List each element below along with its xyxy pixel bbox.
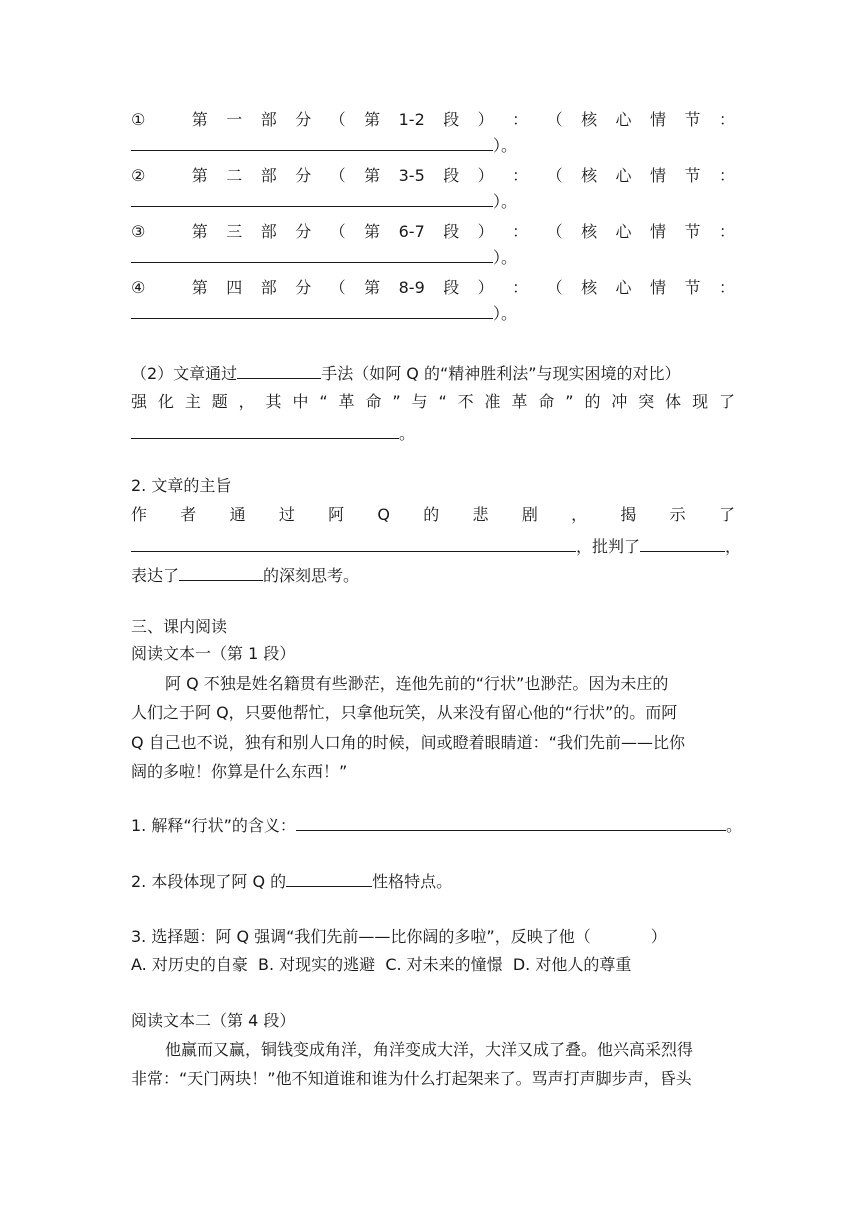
question-word: 突 — [638, 392, 655, 411]
question-word: ” — [392, 392, 401, 411]
part-line — [131, 166, 735, 186]
part-word: 分 — [295, 278, 312, 297]
part-word: ： — [512, 222, 529, 241]
part-word: 核 — [581, 278, 598, 297]
question-word: 不 — [457, 392, 474, 411]
part-word: 情 — [650, 222, 667, 241]
part-word: 分 — [295, 222, 312, 241]
question-word: 革 — [511, 392, 528, 411]
question-word: 革 — [338, 392, 355, 411]
passage1-line: 阿 Q 不独是姓名籍贯有些渺茫，连他先前的“行状”也渺茫。因为未庄的 — [165, 674, 669, 693]
theme-word: Q — [377, 505, 390, 524]
part-word: 第 — [191, 222, 208, 241]
part-line — [131, 278, 735, 298]
part-word: （ — [546, 166, 563, 185]
answer-blank[interactable] — [640, 535, 725, 552]
part-word: 情 — [650, 166, 667, 185]
theme-word: ， — [571, 505, 588, 524]
question-word: 命 — [365, 392, 382, 411]
part-answer-line — [131, 302, 735, 324]
part-marker: ① — [131, 110, 146, 129]
part-word: 第 — [364, 278, 381, 297]
part-word: 分 — [295, 166, 312, 185]
part-word: 节 — [684, 278, 701, 297]
question-word: 与 — [411, 392, 428, 411]
part-word: 8-9 — [398, 278, 425, 297]
part-word: 节 — [684, 110, 701, 129]
part-word: ： — [718, 222, 735, 241]
theme-line1 — [131, 505, 735, 525]
part-word: 心 — [615, 110, 632, 129]
part-word: 一 — [226, 110, 243, 129]
part-word: 1-2 — [398, 110, 425, 129]
part-answer-line — [131, 190, 735, 212]
question-word: 中 — [292, 392, 309, 411]
part-marker: ④ — [131, 278, 146, 297]
part-word: 段 — [443, 222, 460, 241]
part-word: 分 — [295, 110, 312, 129]
part-word: 部 — [260, 166, 277, 185]
theme-word: 通 — [229, 505, 246, 524]
part-word: 第 — [364, 222, 381, 241]
part-word: 心 — [615, 166, 632, 185]
part-word: 核 — [581, 166, 598, 185]
part-tail: ）。 — [493, 304, 518, 323]
question-word: 主 — [184, 392, 201, 411]
part-word: 核 — [581, 222, 598, 241]
theme-word: 的 — [423, 505, 440, 524]
section-heading: 三、课内阅读 — [131, 617, 228, 636]
part-word: 核 — [581, 110, 598, 129]
answer-blank[interactable] — [131, 190, 493, 207]
answer-blank[interactable] — [237, 362, 321, 379]
technique-question-line3: 。 — [131, 422, 735, 444]
question-word: “ — [319, 392, 328, 411]
part-word: ： — [718, 278, 735, 297]
answer-blank[interactable] — [296, 814, 726, 831]
theme-word: 者 — [180, 505, 197, 524]
part-word: ） — [477, 222, 494, 241]
answer-blank[interactable] — [131, 422, 399, 439]
part-word: （ — [546, 222, 563, 241]
part-word: 段 — [443, 166, 460, 185]
theme-word: 示 — [669, 505, 686, 524]
part-word: （ — [329, 166, 346, 185]
part-word: 心 — [615, 222, 632, 241]
passage1-line: 人们之于阿 Q，只要他帮忙，只拿他玩笑，从来没有留心他的“行状”的。而阿 — [131, 703, 678, 722]
part-marker: ② — [131, 166, 146, 185]
answer-blank[interactable] — [131, 246, 493, 263]
part-word: 四 — [226, 278, 243, 297]
theme-line3: 表达了 的深刻思考。 — [131, 566, 360, 585]
technique-question-line1: （2）文章通过 手法（如阿 Q 的“精神胜利法”与现实困境的对比） — [131, 364, 681, 383]
part-word: 部 — [260, 110, 277, 129]
part-word: 节 — [684, 222, 701, 241]
passage2-line: 非常：“天门两块！”他不知道谁和谁为什么打起架来了。骂声打声脚步声，昏头 — [131, 1069, 692, 1088]
passage1-line: Q 自己也不说，独有和别人口角的时候，间或瞪着眼睛道：“我们先前——比你 — [131, 733, 685, 752]
answer-blank[interactable] — [286, 870, 372, 887]
part-word: 第 — [191, 110, 208, 129]
part-word: ： — [512, 110, 529, 129]
question-3: 3. 选择题：阿 Q 强调“我们先前——比你阔的多啦”，反映了他（ ） — [131, 927, 667, 946]
part-tail: ）。 — [493, 136, 518, 155]
answer-blank[interactable] — [131, 535, 576, 552]
theme-heading: 2. 文章的主旨 — [131, 476, 232, 495]
technique-question-line2 — [131, 392, 735, 412]
answer-blank[interactable] — [131, 302, 493, 319]
theme-word: 过 — [278, 505, 295, 524]
part-word: ） — [477, 166, 494, 185]
part-tail: ）。 — [493, 192, 518, 211]
part-word: ） — [477, 278, 494, 297]
question-word: ， — [238, 392, 255, 411]
part-word: 部 — [260, 278, 277, 297]
question-word: 体 — [665, 392, 682, 411]
part-answer-line — [131, 246, 735, 268]
part-word: 6-7 — [398, 222, 425, 241]
theme-word: 揭 — [620, 505, 637, 524]
part-word: 节 — [684, 166, 701, 185]
part-answer-line — [131, 134, 735, 156]
part-word: （ — [546, 278, 563, 297]
part-word: 第 — [364, 166, 381, 185]
part-word: 三 — [226, 222, 243, 241]
part-word: 第 — [191, 278, 208, 297]
passage1-line: 阔的多啦！你算是什么东西！” — [131, 762, 348, 781]
theme-word: 了 — [718, 505, 735, 524]
question-word: 强 — [131, 392, 148, 411]
part-word: 情 — [650, 110, 667, 129]
part-word: ： — [718, 166, 735, 185]
part-word: ： — [718, 110, 735, 129]
answer-blank[interactable] — [131, 134, 493, 151]
part-word: （ — [329, 222, 346, 241]
question-word: 其 — [265, 392, 282, 411]
theme-word: 剧 — [521, 505, 538, 524]
part-word: ） — [477, 110, 494, 129]
part-word: 段 — [443, 110, 460, 129]
part-word: 心 — [615, 278, 632, 297]
part-line — [131, 222, 735, 242]
question-word: ” — [565, 392, 574, 411]
part-word: 3-5 — [398, 166, 425, 185]
question-3-options: A. 对历史的自豪 B. 对现实的逃避 C. 对未来的憧憬 D. 对他人的尊重 — [131, 955, 632, 974]
part-word: （ — [546, 110, 563, 129]
part-word: 情 — [650, 278, 667, 297]
question-2: 2. 本段体现了阿 Q 的 性格特点。 — [131, 872, 453, 891]
passage2-line: 他赢而又赢，铜钱变成角洋，角洋变成大洋，大洋又成了叠。他兴高采烈得 — [165, 1040, 694, 1059]
question-word: 冲 — [611, 392, 628, 411]
part-word: （ — [329, 110, 346, 129]
question-1: 1. 解释“行状”的含义： 。 — [131, 816, 742, 835]
part-word: 部 — [260, 222, 277, 241]
question-word: 了 — [718, 392, 735, 411]
part-tail: ）。 — [493, 248, 518, 267]
part-word: 段 — [443, 278, 460, 297]
passage2-title: 阅读文本二（第 4 段） — [131, 1011, 296, 1030]
question-word: 准 — [484, 392, 501, 411]
part-word: 第 — [364, 110, 381, 129]
part-marker: ③ — [131, 222, 146, 241]
question-word: 命 — [538, 392, 555, 411]
theme-word: 悲 — [472, 505, 489, 524]
theme-line2: ，批判了 ， — [131, 535, 735, 557]
question-word: 的 — [584, 392, 601, 411]
theme-word: 作 — [131, 505, 148, 524]
part-word: ： — [512, 166, 529, 185]
answer-blank[interactable] — [179, 564, 263, 581]
part-word: ： — [512, 278, 529, 297]
question-word: 化 — [157, 392, 174, 411]
passage1-title: 阅读文本一（第 1 段） — [131, 644, 296, 663]
question-word: 现 — [692, 392, 709, 411]
question-word: “ — [438, 392, 447, 411]
theme-word: 阿 — [328, 505, 345, 524]
part-word: 二 — [226, 166, 243, 185]
part-word: （ — [329, 278, 346, 297]
part-line — [131, 110, 735, 130]
part-word: 第 — [191, 166, 208, 185]
question-word: 题 — [211, 392, 228, 411]
